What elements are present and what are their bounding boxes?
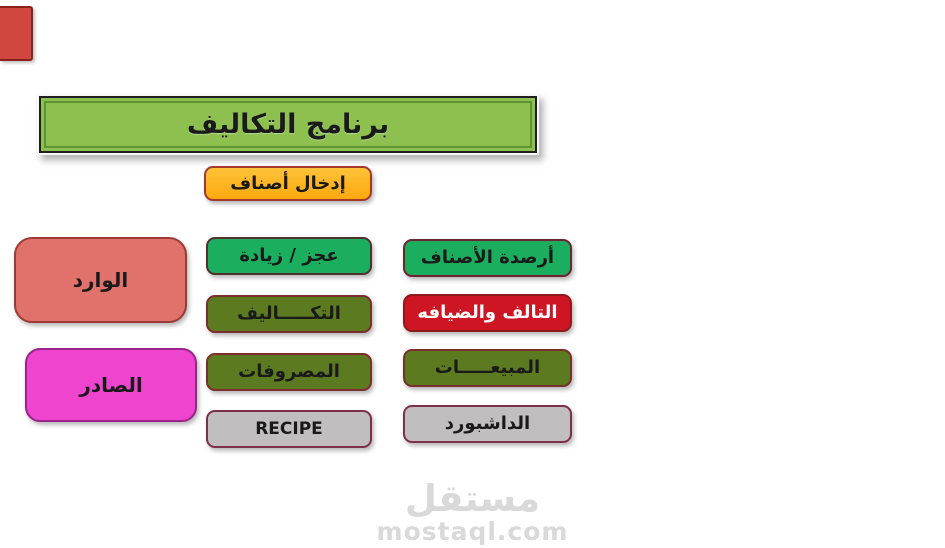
shortage-surplus-button[interactable]: عجز / زيادة xyxy=(206,237,372,275)
title-banner xyxy=(39,96,537,153)
costs-button[interactable]: التكـــــاليف xyxy=(206,295,372,333)
outgoing-button[interactable]: الصادر xyxy=(25,348,197,422)
corner-partial-button[interactable] xyxy=(0,6,33,61)
watermark xyxy=(0,477,945,546)
mostaql-logo: مستقل xyxy=(404,477,541,520)
expenses-button[interactable]: المصروفات xyxy=(206,353,372,391)
enter-items-button[interactable]: إدخال أصناف xyxy=(204,166,372,201)
item-balances-button[interactable]: أرصدة الأصناف xyxy=(403,239,572,277)
dashboard-button[interactable]: الداشبورد xyxy=(403,405,572,443)
incoming-button[interactable]: الوارد xyxy=(14,237,187,323)
title-banner-frame xyxy=(37,94,539,155)
mostaql-site-text: mostaql.com xyxy=(376,517,569,546)
damaged-hospitality-button[interactable]: التالف والضيافه xyxy=(403,294,572,332)
sales-button[interactable]: المبيعـــــات xyxy=(403,349,572,387)
page-title: برنامج التكاليف xyxy=(186,109,390,140)
recipe-button[interactable]: RECIPE xyxy=(206,410,372,448)
